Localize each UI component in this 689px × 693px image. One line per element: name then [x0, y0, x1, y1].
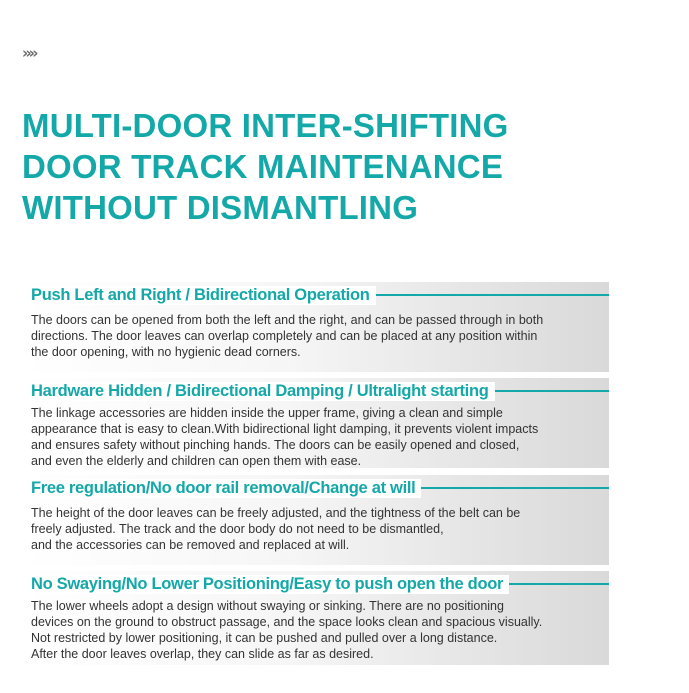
body-line: The linkage accessories are hidden inside the upper frame, giving a clean and simple: [31, 406, 503, 420]
section-divider: [495, 390, 609, 392]
body-line: and the accessories can be removed and replaced at will.: [31, 538, 350, 552]
feature-section-bidirectional-operation: [24, 282, 609, 372]
title-line: DOOR TRACK MAINTENANCE: [22, 148, 504, 185]
section-body: [24, 308, 609, 366]
section-header: [24, 378, 609, 404]
body-line: the door opening, with no hygienic dead corners.: [31, 345, 301, 359]
body-line: and even the elderly and children can open them with ease.: [31, 454, 362, 468]
section-body: [24, 501, 609, 559]
feature-section-hardware-hidden: [24, 378, 609, 468]
feature-section-free-regulation: [24, 475, 609, 565]
body-line: The height of the door leaves can be freely adjusted, and the tightness of the belt can be: [31, 506, 521, 520]
section-title: No Swaying/No Lower Positioning/Easy to push open the door: [24, 575, 509, 594]
body-line: The lower wheels adopt a design without swaying or sinking. There are no positioning: [31, 599, 504, 613]
body-line: The doors can be opened from both the left and the right, and can be passed through in both: [31, 313, 544, 327]
title-line: MULTI-DOOR INTER-SHIFTING: [22, 107, 509, 144]
section-divider: [376, 294, 609, 296]
title-line: WITHOUT DISMANTLING: [22, 189, 419, 226]
body-line: directions. The door leaves can overlap completely and can be placed at any position within: [31, 329, 538, 343]
body-line: appearance that is easy to clean.With bidirectional light damping, it prevents violent impacts: [31, 422, 539, 436]
section-title: Push Left and Right / Bidirectional Operation: [24, 286, 376, 305]
body-line: freely adjusted. The track and the door body do not need to be dismantled,: [31, 522, 444, 536]
section-divider: [421, 487, 609, 489]
section-header: [24, 475, 609, 501]
section-header: [24, 571, 609, 597]
body-line: and ensures safety without pinching hands. The doors can be easily opened and closed,: [31, 438, 520, 452]
section-divider: [509, 583, 609, 585]
page-title: [22, 105, 642, 228]
section-header: [24, 282, 609, 308]
body-line: devices on the ground to obstruct passage, and the space looks clean and spacious visually.: [31, 615, 543, 629]
section-title: Hardware Hidden / Bidirectional Damping / Ultralight starting: [24, 382, 495, 401]
body-line: Not restricted by lower positioning, it can be pushed and pulled over a long distance.: [31, 631, 498, 645]
section-title: Free regulation/No door rail removal/Change at will: [24, 479, 421, 498]
section-body: [24, 404, 609, 475]
chevrons-icon: »»: [22, 44, 36, 62]
section-body: [24, 597, 609, 668]
body-line: After the door leaves overlap, they can slide as far as desired.: [31, 647, 374, 661]
feature-section-no-swaying: [24, 571, 609, 665]
